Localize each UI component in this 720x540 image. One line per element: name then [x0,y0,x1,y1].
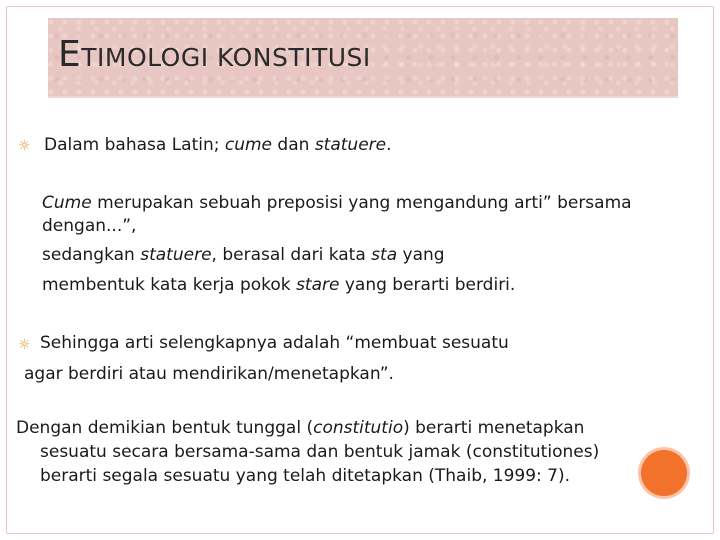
paragraph-2-line-4 [42,273,515,297]
title-first-letter: E [58,34,82,75]
p2-line3-b: , berasal dari kata [211,245,372,265]
p1-statuere: statuere [314,135,387,155]
paragraph-4-line-3: berarti segala sesuatu yang telah ditetapkan (Thaib, 1999: 7). [40,466,571,486]
p1-cume: cume [224,135,273,155]
p4-line1-a: Dengan demikian bentuk tunggal ( [16,418,314,438]
slide-title [58,34,371,75]
p2-statuere: statuere [140,245,212,265]
paragraph-4-line-2: sesuatu secara bersama-sama dan bentuk jamak (constitutiones) [40,442,600,462]
bullet-icon [18,138,31,154]
p2-cume: Cume [42,193,92,213]
bullet-icon [18,337,31,353]
p1-text-a: Dalam bahasa Latin; [44,135,225,155]
paragraph-1 [44,133,392,157]
p2-sta: sta [371,245,398,265]
paragraph-3-line-2: agar berdiri atau mendirikan/menetapkan”. [24,364,394,384]
p2-line4-a: membentuk kata kerja pokok [42,275,297,295]
p1-text-c: . [386,135,392,155]
paragraph-4-line-1 [16,416,584,440]
p2-line4-b: yang berarti berdiri. [339,275,516,295]
p4-line1-b: ) berarti menetapkan [403,418,585,438]
paragraph-2-line-3 [42,243,445,267]
decorative-circle [641,450,687,496]
paragraph-3-line-1: Sehingga arti selengkapnya adalah “membuat sesuatu [40,333,509,353]
p2-line1-rest: merupakan sebuah preposisi yang mengandung arti” bersama [91,193,632,213]
p2-line3-a: sedangkan [42,245,141,265]
p1-text-b: dan [272,135,315,155]
paragraph-2-line-2: dengan...”, [42,216,137,236]
p2-line3-c: yang [397,245,445,265]
title-rest: TIMOLOGI KONSTITUSI [81,43,371,72]
title-underline [48,96,678,98]
paragraph-2-line-1 [42,191,632,215]
p4-constitutio: constitutio [313,418,404,438]
p2-stare: stare [296,275,340,295]
